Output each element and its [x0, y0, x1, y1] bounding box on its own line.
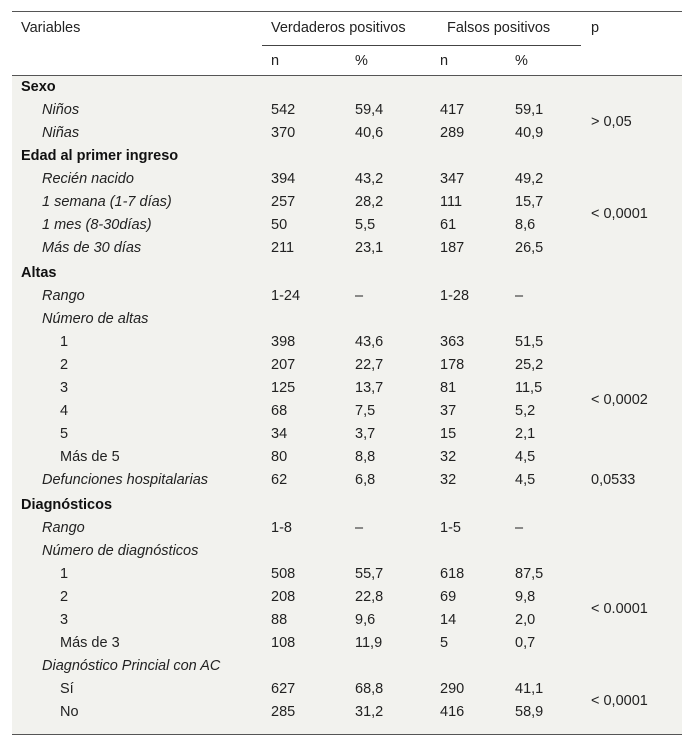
cell-n-fp: 32 [440, 472, 457, 488]
cell-pct-fp: 4,5 [515, 449, 536, 465]
row-label: 5 [60, 426, 69, 442]
cell-pct-fp: 58,9 [515, 704, 544, 720]
table-row [12, 217, 682, 237]
cell-n-tp: 627 [271, 681, 296, 697]
cell-pct-tp: 59,4 [355, 102, 384, 118]
cell-pct-tp: 43,6 [355, 334, 384, 350]
cell-n-tp: 88 [271, 612, 288, 628]
cell-pct-tp: 22,7 [355, 357, 384, 373]
cell-n-fp: 15 [440, 426, 457, 442]
p-value: 0,0533 [591, 472, 636, 488]
cell-pct-tp: 55,7 [355, 566, 384, 582]
cell-pct-tp: 8,8 [355, 449, 376, 465]
header-p: p [591, 20, 600, 36]
cell-pct-fp: 0,7 [515, 635, 536, 651]
table-row [12, 357, 682, 377]
table-row [12, 102, 682, 122]
row-label: 1 semana (1-7 días) [42, 194, 172, 210]
cell-pct-tp: 68,8 [355, 681, 384, 697]
header-group-false-positives: Falsos positivos [447, 20, 551, 36]
cell-pct-fp: 51,5 [515, 334, 544, 350]
row-label: Más de 3 [60, 635, 120, 651]
p-value: < 0,0002 [591, 391, 648, 408]
row-label: 4 [60, 403, 69, 419]
cell-pct-tp: 7,5 [355, 403, 376, 419]
row-label: 3 [60, 612, 69, 628]
cell-n-tp: 62 [271, 472, 288, 488]
cell-pct-fp: 87,5 [515, 566, 544, 582]
cell-n-tp: 125 [271, 380, 296, 396]
table-row [12, 426, 682, 446]
row-label: 3 [60, 380, 69, 396]
cell-n-fp: 1-28 [440, 288, 470, 304]
cell-n-fp: 178 [440, 357, 465, 373]
table-row [12, 125, 682, 145]
cell-pct-fp: 8,6 [515, 217, 536, 233]
cell-n-fp: 417 [440, 102, 465, 118]
cell-n-fp: 81 [440, 380, 457, 396]
cell-pct-tp: 11,9 [355, 635, 383, 651]
table-row [12, 589, 682, 609]
table-body [12, 76, 682, 734]
cell-n-tp: 207 [271, 357, 296, 373]
table-row [12, 449, 682, 469]
table-row [12, 380, 682, 400]
cell-n-fp: 347 [440, 171, 465, 187]
row-label: Edad al primer ingreso [21, 148, 179, 164]
table-row [12, 240, 682, 260]
cell-pct-tp: – [355, 288, 364, 304]
cell-n-tp: 50 [271, 217, 288, 233]
table-row [12, 311, 682, 331]
row-label: Sexo [21, 79, 56, 95]
cell-pct-tp: 40,6 [355, 125, 384, 141]
cell-pct-tp: 6,8 [355, 472, 376, 488]
table-header [12, 12, 682, 75]
p-value: > 0,05 [591, 113, 632, 130]
cell-pct-fp: 4,5 [515, 472, 536, 488]
cell-n-fp: 32 [440, 449, 457, 465]
header-group-true-positives: Verdaderos positivos [271, 20, 406, 36]
cell-pct-fp: 26,5 [515, 240, 544, 256]
category-row [12, 265, 682, 285]
row-label: Niños [42, 102, 80, 118]
table-row [12, 334, 682, 354]
header-variables: Variables [21, 20, 81, 36]
table-row [12, 543, 682, 563]
cell-n-tp: 1-8 [271, 520, 292, 536]
cell-n-tp: 68 [271, 403, 288, 419]
p-value: < 0,0001 [591, 205, 648, 222]
table-row [12, 288, 682, 308]
cell-pct-tp: 31,2 [355, 704, 384, 720]
cell-n-tp: 508 [271, 566, 296, 582]
table-row [12, 171, 682, 191]
row-label: No [60, 704, 79, 720]
row-label: Sí [60, 681, 74, 697]
row-label: 1 mes (8-30días) [42, 217, 152, 233]
cell-pct-fp: – [515, 520, 524, 536]
row-label: Número de altas [42, 311, 149, 327]
row-label: Diagnósticos [21, 497, 113, 513]
category-row [12, 497, 682, 517]
cell-n-tp: 208 [271, 589, 296, 605]
row-label: 1 [60, 566, 69, 582]
cell-pct-tp: 28,2 [355, 194, 384, 210]
row-label: Más de 30 días [42, 240, 142, 256]
row-label: Rango [42, 520, 85, 536]
cell-n-fp: 289 [440, 125, 465, 141]
cell-pct-tp: 9,6 [355, 612, 376, 628]
row-label: Niñas [42, 125, 80, 141]
table-row [12, 704, 682, 724]
cell-pct-fp: 49,2 [515, 171, 544, 187]
cell-n-fp: 111 [440, 194, 463, 210]
cell-pct-tp: 23,1 [355, 240, 384, 256]
p-value: < 0.0001 [591, 600, 648, 617]
row-label: 2 [60, 589, 69, 605]
row-label: Recién nacido [42, 171, 134, 187]
row-label: Altas [21, 265, 57, 281]
table-row [12, 681, 682, 701]
cell-n-fp: 14 [440, 612, 457, 628]
cell-n-fp: 416 [440, 704, 465, 720]
cell-n-fp: 363 [440, 334, 465, 350]
row-label: 1 [60, 334, 69, 350]
header-pct-tp: % [355, 53, 368, 69]
table-row [12, 658, 682, 678]
data-table [12, 11, 682, 735]
cell-pct-fp: 59,1 [515, 102, 544, 118]
cell-n-fp: 69 [440, 589, 457, 605]
cell-pct-fp: 5,2 [515, 403, 536, 419]
table-row [12, 520, 682, 540]
row-label: Diagnóstico Princial con AC [42, 658, 221, 674]
cell-n-fp: 5 [440, 635, 449, 651]
cell-pct-tp: – [355, 520, 364, 536]
cell-n-fp: 61 [440, 217, 457, 233]
row-label: 2 [60, 357, 69, 373]
header-group-underline [262, 45, 581, 46]
cell-pct-tp: 43,2 [355, 171, 384, 187]
table-row [12, 635, 682, 655]
cell-n-tp: 211 [271, 240, 295, 256]
cell-pct-fp: 11,5 [515, 380, 543, 396]
cell-n-fp: 618 [440, 566, 465, 582]
table-row [12, 612, 682, 632]
header-pct-fp: % [515, 53, 528, 69]
cell-pct-fp: 25,2 [515, 357, 544, 373]
row-label: Número de diagnósticos [42, 543, 199, 559]
cell-pct-fp: 41,1 [515, 681, 544, 697]
cell-n-fp: 1-5 [440, 520, 461, 536]
cell-n-fp: 37 [440, 403, 457, 419]
cell-pct-fp: 15,7 [515, 194, 544, 210]
cell-n-tp: 257 [271, 194, 296, 210]
table-row [12, 403, 682, 423]
header-n-fp: n [440, 53, 449, 69]
cell-pct-tp: 3,7 [355, 426, 376, 442]
cell-pct-fp: – [515, 288, 524, 304]
category-row [12, 148, 682, 168]
cell-pct-tp: 22,8 [355, 589, 384, 605]
row-label: Defunciones hospitalarias [42, 472, 209, 488]
row-label: Rango [42, 288, 85, 304]
cell-n-tp: 394 [271, 171, 296, 187]
row-label: Más de 5 [60, 449, 120, 465]
cell-n-fp: 187 [440, 240, 465, 256]
table-row [12, 566, 682, 586]
cell-pct-fp: 40,9 [515, 125, 544, 141]
header-n-tp: n [271, 53, 280, 69]
cell-n-tp: 370 [271, 125, 296, 141]
cell-pct-fp: 9,8 [515, 589, 536, 605]
cell-pct-tp: 13,7 [355, 380, 384, 396]
p-value: < 0,0001 [591, 692, 648, 709]
cell-pct-fp: 2,1 [515, 426, 536, 442]
cell-n-tp: 398 [271, 334, 296, 350]
cell-pct-tp: 5,5 [355, 217, 376, 233]
cell-n-tp: 80 [271, 449, 288, 465]
cell-n-tp: 108 [271, 635, 296, 651]
cell-pct-fp: 2,0 [515, 612, 536, 628]
cell-n-fp: 290 [440, 681, 465, 697]
table-row [12, 194, 682, 214]
cell-n-tp: 285 [271, 704, 296, 720]
cell-n-tp: 34 [271, 426, 288, 442]
category-row [12, 79, 682, 99]
table-row [12, 472, 682, 492]
cell-n-tp: 1-24 [271, 288, 301, 304]
cell-n-tp: 542 [271, 102, 296, 118]
